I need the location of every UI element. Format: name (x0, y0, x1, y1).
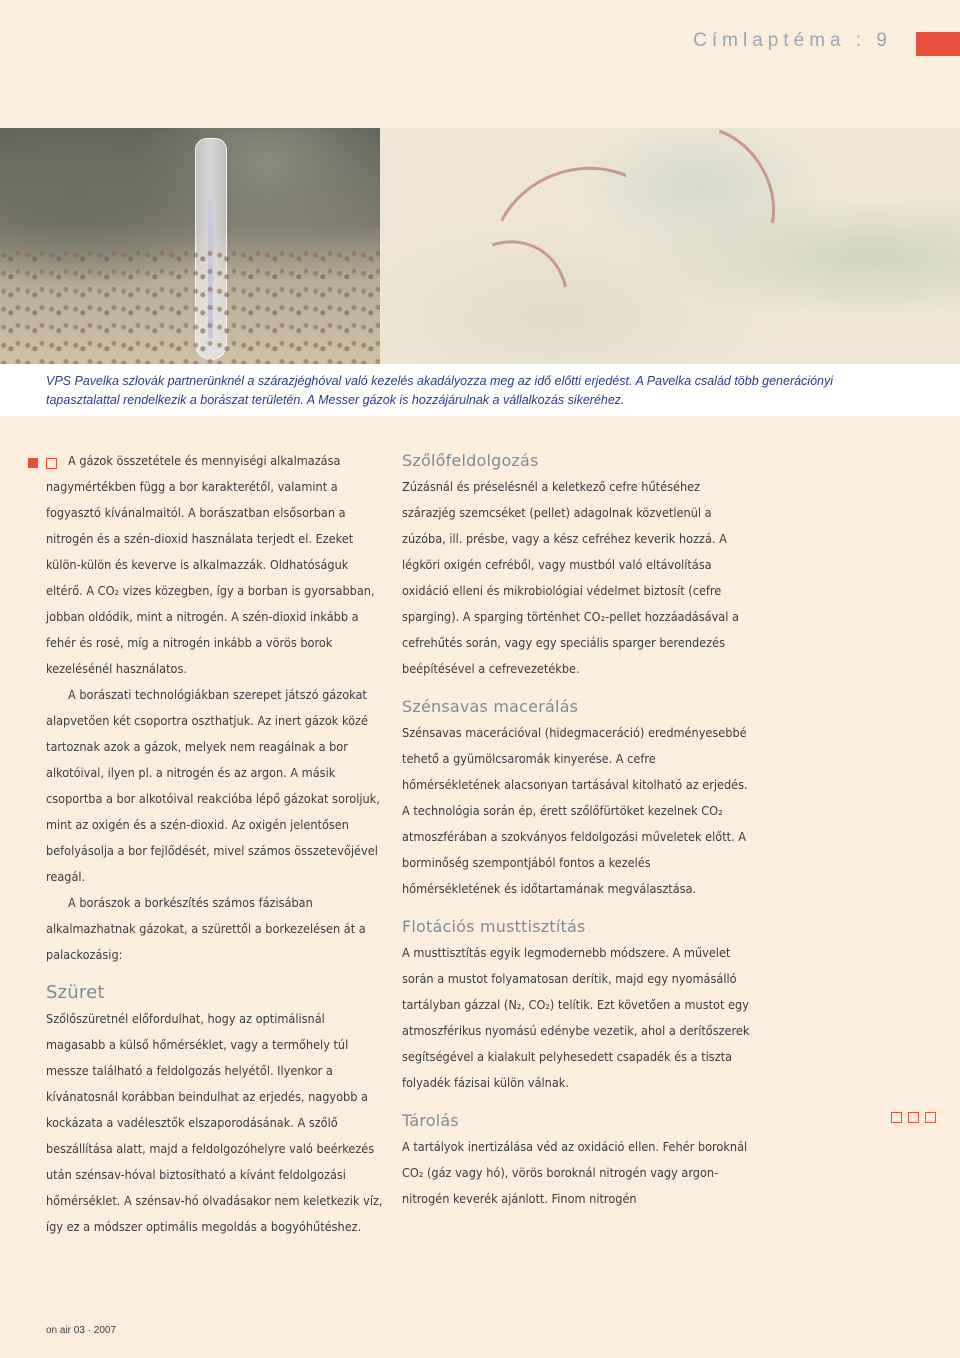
header-color-tab (916, 32, 960, 56)
paragraph: Zúzásnál és préselésnél a keletkező cefre hűtéséhez szárazjég szemcséket (pellet) adagolnak közvetlenül a zúzóba, ill. présbe, vagy a kész cefréhez keverik hozzá. A légköri oxigén cefréből, vagy mustból való eltávolítása oxidáció elleni és mikrobiológiai védelmet biztosít (cefre sparging). A sparging történhet CO₂-pellet hozzáadásával a cefrehűtés során, vagy egy speciális sparger berendezés beépítésével a cefrevezetékbe. (402, 479, 739, 676)
photo-band (0, 128, 960, 364)
red-square-marker-icon (28, 458, 38, 468)
hollow-square-icon (891, 1112, 902, 1123)
paragraph: A borászok a borkészítés számos fázisában alkalmazhatnak gázokat, a szürettől a borkezelésen át a palackozásig: (46, 895, 366, 962)
photo-vine-leaves (380, 128, 960, 364)
photo-caption: VPS Pavelka szlovák partnerünknél a szárazjéghóval való kezelés akadályozza meg az idő előtti erjedést. A Pavelka család több generációnyi tapasztalattal rendelkezik a borászat területén. A Messer gázok is hozzájárulnak a vállalkozás sikeréhez. (46, 374, 834, 407)
section-heading: Szüret (46, 982, 105, 1003)
hollow-square-marker-icon (46, 458, 57, 469)
thermometer-icon (195, 138, 227, 360)
end-of-article-markers (891, 1112, 936, 1123)
paragraph: A tartályok inertizálása véd az oxidáció ellen. Fehér boroknál CO₂ (gáz vagy hó), vörös boroknál nitrogén vagy argon-nitrogén keverék ajánlott. Finom nitrogén (402, 1139, 748, 1206)
right-column (402, 448, 750, 1212)
paragraph: Szénsavas macerációval (hidegmaceráció) eredményesebbé tehető a gyümölcsaromák kinyerése. A cefre hőmérsékletének alacsonyan tartásával kitolható az erjedés. A technológia során ép, érett szőlőfürtöket kezelnek CO₂ atmoszférában a szokványos feldolgozási műveletek előtt. A borminőség szempontjából fontos a kezelés hőmérsékletének és időtartamának megválasztása. (402, 725, 748, 896)
section-heading: Tárolás (402, 1111, 459, 1130)
paragraph: A musttisztítás egyik legmodernebb módszere. A művelet során a mustot folyamatosan derítik, majd egy nyomásálló tartályban gázzal (N₂, CO₂) telítik. Ezt követően a mustot egy atmoszférikus nyomású edénybe vezetik, ahol a derítőszerek segítségével a kialakult pelyhesedett csapadék és a tiszta folyadék fázisai külön válnak. (402, 945, 750, 1090)
section-heading: Szénsavas macerálás (402, 697, 579, 716)
paragraph: A borászati technológiákban szerepet játszó gázokat alapvetően két csoportra oszthatjuk. Az inert gázok közé tartoznak azok a gázok, melyek nem reagálnak a bor alkotóival, ilyen pl. a nitrogén és az argon. A másik csoportba a bor alkotóival reakcióba lépő gázokat soroljuk, mint az oxigén és a szén-dioxid. Az oxigén jelentősen befolyásolja a bor fejlődését, mivel számos összetevőjével reagál. (46, 687, 380, 884)
hollow-square-icon (925, 1112, 936, 1123)
section-heading: Flotációs musttisztítás (402, 917, 586, 936)
left-column (46, 448, 386, 1240)
paragraph: A gázok összetétele és mennyiségi alkalmazása nagymértékben függ a bor karakterétől, valamint a fogyasztó kívánalmaitól. A borászatban elsősorban a nitrogén és a szén-dioxid használata terjedt el. Ezeket külön-külön és keverve is alkalmazzák. Oldhatóságuk eltérő. A CO₂ vizes közegben, így a borban is gyorsabban, jobban oldódik, mint a nitrogén. A szén-dioxid inkább a fehér és rosé, míg a nitrogén inkább a vörös borok kezelésénél használatos. (46, 453, 375, 676)
footer-issue: on air 03 · 2007 (46, 1325, 117, 1336)
paragraph: Szőlőszüretnél előfordulhat, hogy az optimálisnál magasabb a külső hőmérséklet, vagy a termőhely túl messze található a feldolgozás helyétől. Ilyenkor a kívánatosnál korábban beindulhat az erjedés, nagyobb a kockázata a vadélesztők elszaporodásának. A szőlő beszállítása alatt, majd a feldolgozóhelyre való beérkezés után szénsav-hóval biztosítható a kívánt feldolgozási hőmérséklet. A szénsav-hó olvadásakor nem keletkezik víz, így ez a módszer optimális megoldás a bogyóhűtéshez. (46, 1011, 383, 1234)
section-heading: Szőlőfeldolgozás (402, 451, 539, 470)
photo-thermometer-in-grape-must (0, 128, 380, 364)
running-header: Címlaptéma : 9 (693, 30, 892, 51)
hollow-square-icon (908, 1112, 919, 1123)
